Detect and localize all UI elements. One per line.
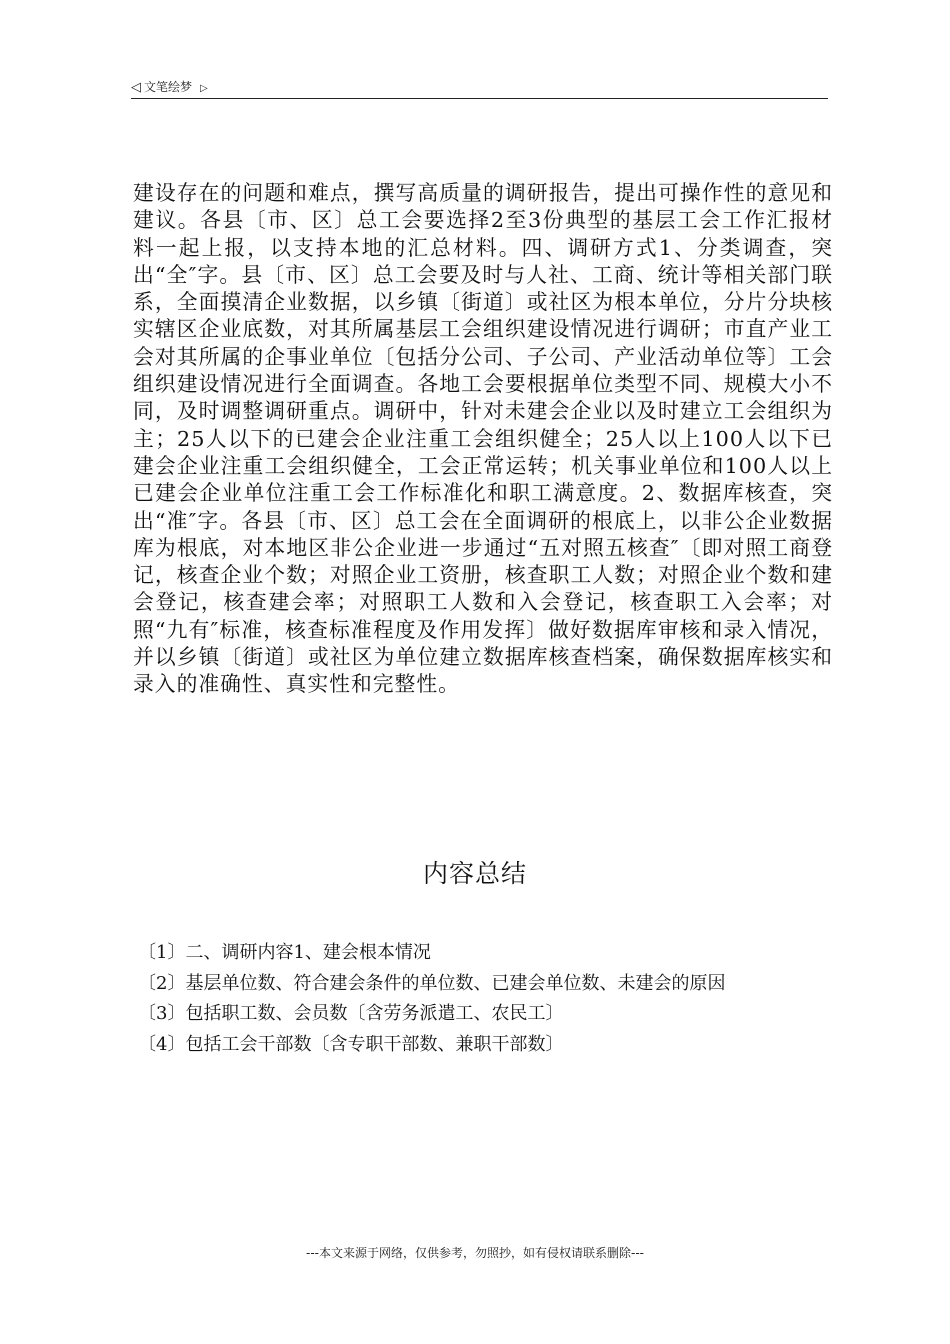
summary-item: 〔2〕基层单位数、符合建会条件的单位数、已建会单位数、未建会的原因 [138,972,726,994]
footer-disclaimer: ---本文来源于网络，仅供参考，勿照抄，如有侵权请联系删除--- [306,1246,644,1260]
right-triangle-icon: ▷ [200,83,208,94]
page-header [131,72,828,99]
summary-list [138,938,838,1060]
summary-item: 〔4〕包括工会干部数〔含专职干部数、兼职干部数〕 [138,1033,564,1055]
section-title: 内容总结 [422,859,527,888]
left-triangle-icon: ◁ [131,80,141,95]
body-paragraph: 建设存在的问题和难点，撰写高质量的调研报告，提出可操作性的意见和建议。各县〔市、区〕总工会要选择2至3份典型的基层工会工作汇报材料一起上报，以支持本地的汇总材料。四、调研方式1、分类调查，突出“全″字。县〔市、区〕总工会要及时与人社、工商、统计等相关部门联系，全面摸清企业数据，以乡镇〔街道〕或社区为根本单位，分片分块核实辖区企业底数，对其所属基层工会组织建设情况进行调研；市直产业工会对其所属的企事业单位〔包括分公司、子公司、产业活动单位等〕工会组织建设情况进行全面调查。各地工会要根据单位类型不同、规模大小不同，及时调整调研重点。调研中，针对未建会企业以及时建立工会组织为主；25人以下的已建会企业注重工会组织健全；25人以上100人以下已建会企业注重工会组织健全，工会正常运转；机关事业单位和100人以上已建会企业单位注重工会工作标准化和职工满意度。2、数据库核查，突出“准″字。各县〔市、区〕总工会在全面调研的根底上，以非公企业数据库为根底，对本地区非公企业进一步通过“五对照五核查″〔即对照工商登记，核查企业个数；对照企业工资册，核查职工人数；对照企业个数和建会登记，核查建会率；对照职工人数和入会登记，核查职工入会率；对照“九有″标准，核查标准程度及作用发挥〕做好数据库审核和录入情况，并以乡镇〔街道〕或社区为单位建立数据库核查档案，确保数据库核实和录入的准确性、真实性和完整性。 [133,181,833,697]
summary-item: 〔3〕包括职工数、会员数〔含劳务派遣工、农民工〕 [138,1003,564,1024]
brand-label: 文笔绘梦 [144,80,193,94]
summary-item: 〔1〕二、调研内容1、建会根本情况 [138,942,431,963]
header-brand [131,78,208,95]
